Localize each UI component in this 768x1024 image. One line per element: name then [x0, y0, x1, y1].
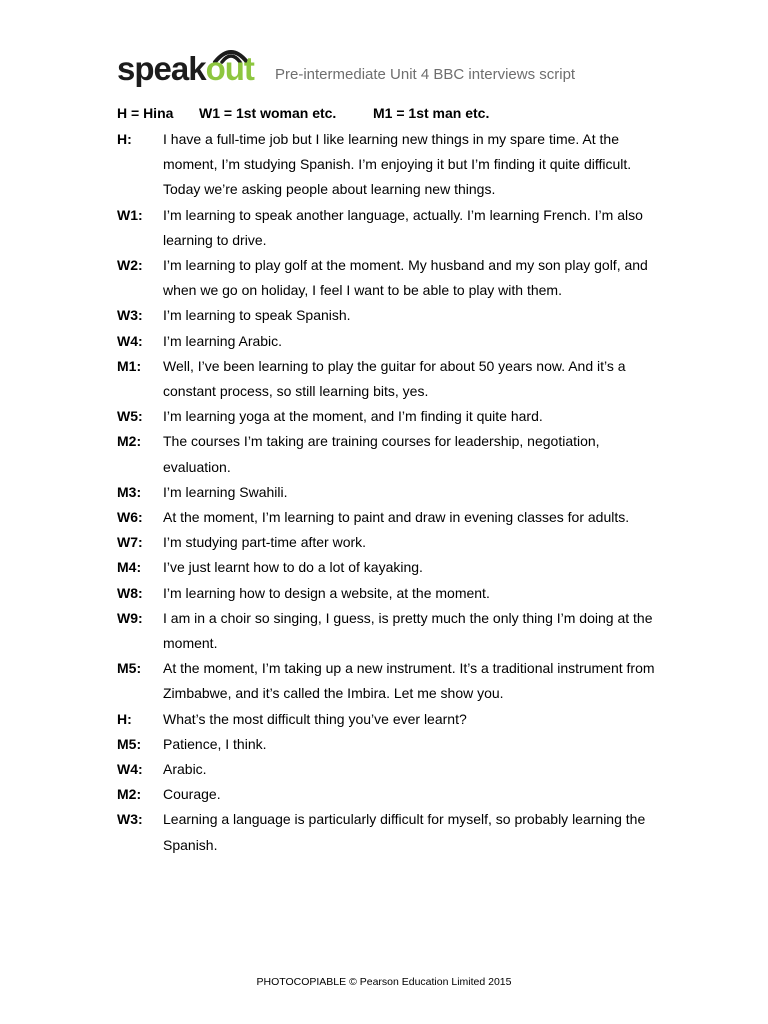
- speaker-label: W5:: [117, 408, 143, 425]
- speakout-logo: [117, 44, 273, 86]
- speaker-label: W3:: [117, 811, 143, 828]
- script-turn: [117, 203, 657, 253]
- speaker-label: W3:: [117, 307, 143, 324]
- speaker-label: M2:: [117, 433, 142, 450]
- speaker-label: W4:: [117, 761, 143, 778]
- script-turn: [117, 303, 657, 328]
- speech-text: Learning a language is particularly difficult for myself, so probably learning the Spanish.: [163, 811, 646, 853]
- speaker-label: W1:: [117, 206, 143, 223]
- speaker-label: M4:: [117, 559, 142, 576]
- speech-text: Well, I’ve been learning to play the guitar for about 50 years now. And it’s a constant process, so still learning bits, yes.: [163, 357, 626, 400]
- speaker-label: H:: [117, 131, 132, 147]
- speech-text: Arabic.: [163, 761, 207, 778]
- speech-text: I’m learning yoga at the moment, and I’m finding it quite hard.: [163, 408, 543, 425]
- speech-text: I’m learning to play golf at the moment. My husband and my son play golf, and when we go on holiday, I feel I want to be able to play with them.: [163, 257, 648, 299]
- script-turn: [117, 757, 657, 782]
- speaker-label: W9:: [117, 609, 143, 626]
- script-turn: [117, 354, 657, 404]
- speaker-legend: [117, 104, 489, 122]
- speaker-label: M3:: [117, 483, 142, 500]
- document-subtitle: Pre-intermediate Unit 4 BBC interviews script: [275, 66, 576, 83]
- script-turn: [117, 707, 657, 732]
- legend-woman: W1 = 1st woman etc.: [199, 105, 337, 121]
- speech-text: What’s the most difficult thing you’ve ever learnt?: [163, 710, 467, 727]
- logo-out: out: [205, 50, 254, 87]
- speech-text: I’m studying part-time after work.: [163, 534, 367, 551]
- script-turn: [117, 429, 657, 479]
- interview-script: [117, 127, 657, 858]
- speech-text: I’m learning Swahili.: [163, 483, 288, 500]
- speaker-label: W7:: [117, 534, 143, 551]
- script-turn: [117, 505, 657, 530]
- logo-speak: speak: [117, 50, 206, 87]
- speaker-label: W2:: [117, 257, 143, 274]
- script-turn: [117, 555, 657, 580]
- script-turn: [117, 606, 657, 656]
- script-turn: [117, 807, 657, 857]
- script-turn: [117, 329, 657, 354]
- script-turn: [117, 732, 657, 757]
- script-turn: [117, 253, 657, 303]
- script-turn: [117, 530, 657, 555]
- speech-text: I have a full-time job but I like learning new things in my spare time. At the moment, I’m studying Spanish. I’m enjoying it but I’m finding it quite difficult. Today we’re asking people about learning new things.: [163, 131, 632, 198]
- speech-text: At the moment, I’m taking up a new instrument. It’s a traditional instrument from Zimbabwe, and it’s called the Imbira. Let me show you.: [163, 660, 655, 702]
- speech-text: I’m learning Arabic.: [163, 332, 283, 349]
- copyright-footer: PHOTOCOPIABLE © Pearson Education Limited 2015: [256, 976, 512, 988]
- speaker-label: W6:: [117, 509, 143, 526]
- script-turn: [117, 127, 657, 203]
- speech-text: I’m learning to speak Spanish.: [163, 307, 351, 324]
- speaker-label: M5:: [117, 735, 142, 752]
- speaker-label: W4:: [117, 332, 143, 349]
- speech-text: I’m learning to speak another language, actually. I’m learning French. I’m also learning to drive.: [163, 206, 643, 248]
- script-turn: [117, 404, 657, 429]
- speech-text: Patience, I think.: [163, 735, 267, 752]
- speech-text: I’ve just learnt how to do a lot of kayaking.: [163, 559, 423, 576]
- script-turn: [117, 656, 657, 706]
- speaker-label: W8:: [117, 584, 143, 601]
- speech-text: I’m learning how to design a website, at the moment.: [163, 584, 490, 601]
- speech-text: Courage.: [163, 786, 221, 803]
- logo-wordmark: [117, 52, 254, 86]
- legend-man: M1 = 1st man etc.: [373, 105, 490, 121]
- page-header: [117, 44, 737, 88]
- speaker-label: M1:: [117, 357, 142, 374]
- speaker-label: H:: [117, 710, 132, 727]
- speech-text: At the moment, I’m learning to paint and draw in evening classes for adults.: [163, 509, 630, 526]
- script-turn: [117, 581, 657, 606]
- speech-text: The courses I’m taking are training courses for leadership, negotiation, evaluation.: [163, 433, 600, 475]
- speech-text: I am in a choir so singing, I guess, is pretty much the only thing I’m doing at the moment.: [163, 609, 653, 652]
- speaker-label: M2:: [117, 786, 142, 803]
- speaker-label: M5:: [117, 660, 142, 677]
- legend-hina: H = Hina: [117, 105, 174, 121]
- script-turn: [117, 480, 657, 505]
- script-turn: [117, 782, 657, 807]
